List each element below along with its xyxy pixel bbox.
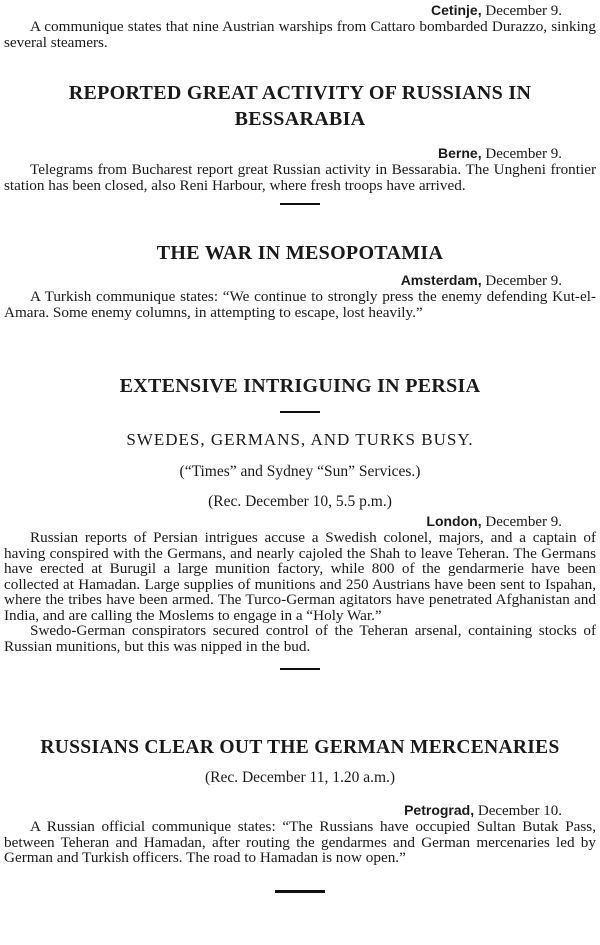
dateline (0, 272, 600, 289)
dateline-place: London, (426, 513, 482, 529)
dateline (0, 145, 600, 162)
dateline (0, 802, 600, 819)
divider-rule (275, 890, 325, 893)
dateline-date: December 9. (485, 273, 562, 289)
dateline-date: December 10. (477, 803, 562, 819)
dateline (0, 513, 600, 530)
headline: EXTENSIVE INTRIGUING IN PERSIA (119, 375, 481, 397)
mesopotamia-article (0, 240, 600, 320)
divider-rule (280, 668, 320, 670)
dateline-place: Amsterdam, (400, 272, 482, 288)
divider-rule (280, 203, 320, 205)
dateline (0, 2, 600, 19)
article-text: A communique states that nine Austrian warships from Cattaro bombarded Durazzo, sinking several steamers. (4, 18, 596, 51)
article-text: A Turkish communique states: “We continue to strongly press the enemy defending Kut-el-Amara. Some enemy columns, in attempting to escape, lost heavily.” (4, 288, 596, 321)
received-time: (Rec. December 10, 5.5 p.m.) (208, 493, 392, 510)
dateline-place: Berne, (438, 145, 482, 161)
dateline-place: Cetinje, (431, 2, 482, 18)
services-credit: (“Times” and Sydney “Sun” Services.) (179, 463, 421, 480)
dateline-date: December 9. (485, 146, 562, 162)
dateline-date: December 9. (485, 3, 562, 19)
headline: THE WAR IN MESOPOTAMIA (156, 242, 444, 264)
dateline-place: Petrograd, (404, 802, 475, 818)
headline: RUSSIANS CLEAR OUT THE GERMAN MERCENARIES (40, 737, 560, 758)
received-time: (Rec. December 11, 1.20 a.m.) (204, 769, 396, 786)
subheadline: SWEDES, GERMANS, AND TURKS BUSY. (126, 430, 474, 449)
divider-rule (280, 411, 320, 413)
mercenaries-article (0, 735, 600, 893)
article-text: Telegrams from Bucharest report great Russian activity in Bessarabia. The Ungheni frontier station has been closed, also Reni Harbour, where fresh troops have arrived. (4, 161, 596, 194)
article-text: A Russian official communique states: “The Russians have occupied Sultan Butak Pass, between Teheran and Hamadan, after routing the gendarmes and German mercenaries led by German and Turkish officers. The road to Hamadan is now open.” (4, 818, 596, 866)
article-text: Swedo-German conspirators secured control of the Teheran arsenal, containing stocks of Russian munitions, but this was nipped in the bud. (4, 622, 596, 655)
article-text: Russian reports of Persian intrigues accuse a Swedish colonel, majors, and a captain of having conspired with the Germans, and nearly cajoled the Shah to leave Teheran. The Germans have erected at Burugil a large munition factory, while 800 of the gendarmerie have been collected at Hamadan. Large supplies of munitions and 250 Austrians have been sent to Ispahan, where the tribes have been armed. The Turco-German agitators have penetrated Afghanistan and India, and are calling the Moslems to engage in a “Holy War.” (4, 529, 596, 624)
headline: REPORTED GREAT ACTIVITY OF RUSSIANS IN BESSARABIA (68, 82, 532, 130)
dateline-date: December 9. (485, 514, 562, 530)
cetinje-item (0, 2, 600, 50)
persia-article (0, 373, 600, 670)
bessarabia-article (0, 80, 600, 205)
